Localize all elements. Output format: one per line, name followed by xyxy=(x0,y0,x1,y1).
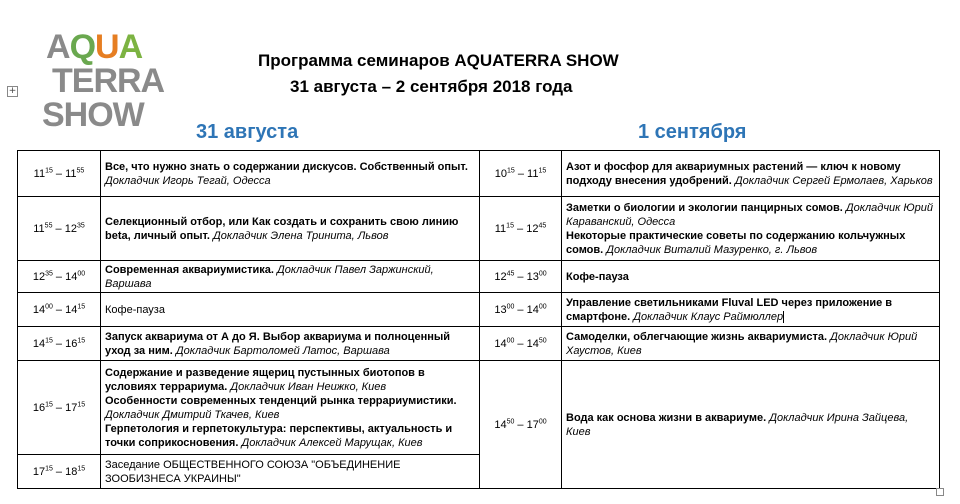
time-cell: $11^{55} - 12^{35}$ xyxy=(18,197,101,261)
table-resize-handle[interactable] xyxy=(936,488,944,496)
time-cell: $13^{00} - 14^{00}$ xyxy=(480,293,562,327)
logo-line-terra: TERRA xyxy=(52,62,165,100)
aquaterra-logo xyxy=(42,30,192,134)
time-cell: $16^{15} - 17^{15}$ xyxy=(18,361,101,455)
time-cell: $14^{00} - 14^{50}$ xyxy=(480,327,562,361)
page-title xyxy=(258,48,619,100)
session-cell: Азот и фосфор для аквариумных растений — ключ к новому подходу внесения удобрений. Докладчик Сергей Ермолаев, Харьков xyxy=(562,151,940,197)
logo-line-aqua: AQUA xyxy=(46,28,143,66)
session-cell: Заседание ОБЩЕСТВЕННОГО СОЮЗА "ОБЪЕДИНЕНИЕ ЗООБИЗНЕСА УКРАИНЫ" xyxy=(101,455,480,489)
session-cell: Кофе-пауза xyxy=(562,261,940,293)
time-cell: $14^{50} - 17^{00}$ xyxy=(480,361,562,489)
time-cell: $14^{00} - 14^{15}$ xyxy=(18,293,101,327)
time-cell: $17^{15} - 18^{15}$ xyxy=(18,455,101,489)
session-cell: Управление светильниками Fluval LED через приложение в смартфоне. Докладчик Клаус Раймюллер xyxy=(562,293,940,327)
time-cell: $12^{35} - 14^{00}$ xyxy=(18,261,101,293)
title-line-2: 31 августа – 2 сентября 2018 года xyxy=(290,77,573,96)
logo-line-show: SHOW xyxy=(42,96,144,134)
time-cell: $11^{15} - 12^{45}$ xyxy=(480,197,562,261)
time-cell: $14^{15} - 16^{15}$ xyxy=(18,327,101,361)
session-cell: Селекционный отбор, или Как создать и сохранить свою линию beta, личный опыт. Докладчик Элена Тринита, Львов xyxy=(101,197,480,261)
session-cell: Современная аквариумистика. Докладчик Павел Заржинский, Варшава xyxy=(101,261,480,293)
table-move-handle-icon[interactable]: + xyxy=(8,86,17,96)
session-cell: Заметки о биологии и экологии панцирных сомов. Докладчик Юрий Караванский, Одесса Некоторые практические советы по содержанию кольчужных сомов. Докладчик Виталий Мазуренко, г. Львов xyxy=(562,197,940,261)
session-cell: Кофе-пауза xyxy=(101,293,480,327)
session-cell: Вода как основа жизни в аквариуме. Докладчик Ирина Зайцева, Киев xyxy=(562,361,940,489)
program-table xyxy=(17,150,940,489)
session-cell: Самоделки, облегчающие жизнь аквариумиста. Докладчик Юрий Хаустов, Киев xyxy=(562,327,940,361)
session-cell: Содержание и разведение ящериц пустынных биотопов в условиях террариума. Докладчик Иван Неижко, Киев Особенности современных тенденций рынка террариумистики. Докладчик Дмитрий Ткачев, Киев Герпетология и герпетокультура: перспективы, актуальность и точки соприкосновения. Докладчик Алексей Марущак, Киев xyxy=(101,361,480,455)
text-cursor xyxy=(783,311,784,323)
title-line-1: Программа семинаров AQUATERRA SHOW xyxy=(258,51,619,70)
time-cell: $10^{15} - 11^{15}$ xyxy=(480,151,562,197)
day-heading-left: 31 августа xyxy=(196,121,299,143)
session-cell: Запуск аквариума от А до Я. Выбор аквариума и полноценный уход за ним. Докладчик Бартоломей Латос, Варшава xyxy=(101,327,480,361)
session-cell: Все, что нужно знать о содержании дискусов. Собственный опыт. Докладчик Игорь Тегай, Одесса xyxy=(101,151,480,197)
time-cell: $12^{45} - 13^{00}$ xyxy=(480,261,562,293)
time-cell: $11^{15} - 11^{55}$ xyxy=(18,151,101,197)
day-heading-right: 1 сентября xyxy=(638,121,747,143)
